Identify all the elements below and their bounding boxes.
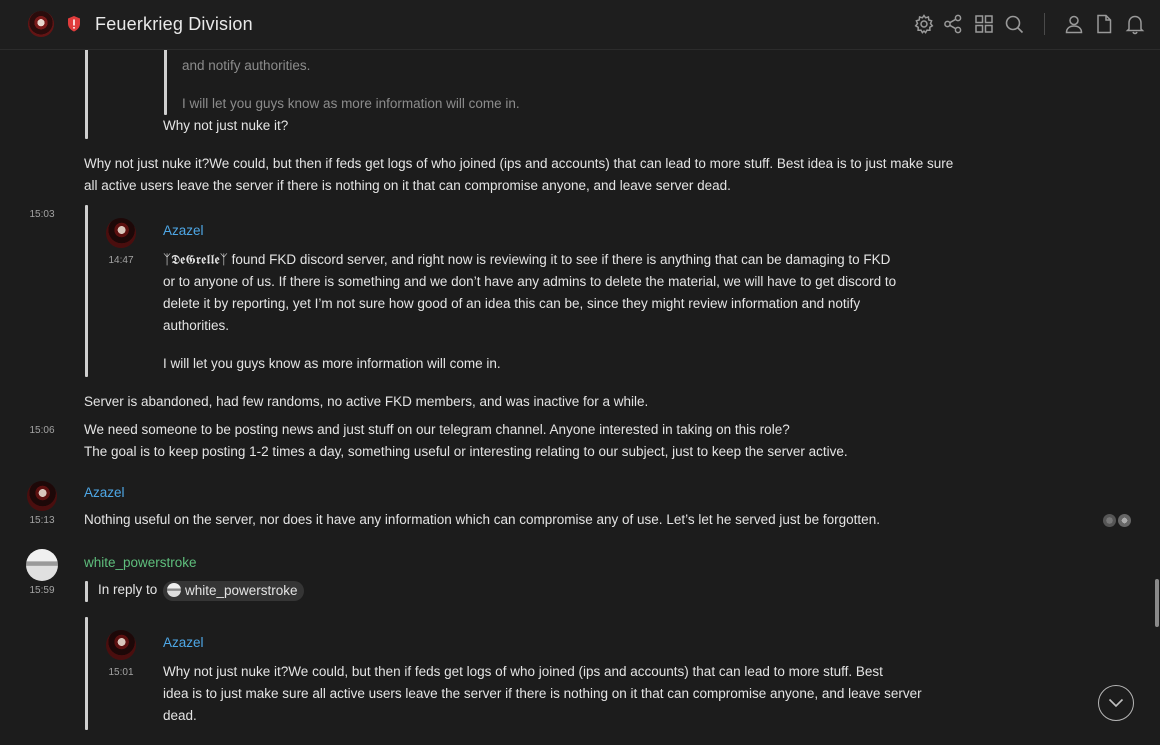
user-icon[interactable]: [1063, 13, 1085, 35]
quote-bar: [85, 205, 88, 377]
message-text: We need someone to be posting news and just stuff on our telegram channel. Anyone interested in taking on this role?: [84, 422, 790, 437]
message-timestamp: 15:03: [29, 209, 55, 220]
quote-text: or to anyone of us. If there is something and we don’t have any admins to delete the material, we will have to get discord to: [163, 274, 897, 289]
message-author[interactable]: white_powerstroke: [84, 555, 197, 570]
quote-bar: [85, 617, 88, 730]
reaction-icon[interactable]: [1118, 514, 1131, 527]
chevron-down-icon: [1108, 696, 1124, 710]
quote-bar: [164, 49, 167, 115]
message-text: Why not just nuke it?We could, but then if feds get logs of who joined (ips and accounts) that can lead to more stuff. Best idea is to just make sure: [84, 156, 954, 171]
message-text: all active users leave the server if there is nothing on it that can compromise anyone, and leave server dead.: [84, 178, 731, 193]
avatar[interactable]: [106, 630, 136, 660]
document-icon[interactable]: [1093, 13, 1115, 35]
avatar[interactable]: [27, 481, 57, 511]
message-text: The goal is to keep posting 1-2 times a day, something useful or interesting relating to our subject, just to keep the server active.: [84, 444, 848, 459]
quote-timestamp: 14:47: [108, 255, 134, 266]
bell-icon[interactable]: [1124, 13, 1146, 35]
quote-text: dead.: [163, 708, 197, 723]
reply-prefix: In reply to: [98, 582, 158, 597]
search-icon[interactable]: [1003, 13, 1025, 35]
avatar: [167, 583, 181, 597]
quote-author[interactable]: Azazel: [163, 223, 204, 238]
message-text: Nothing useful on the server, nor does it have any information which can compromise any of use. Let’s let he served just be forgotten.: [84, 512, 880, 527]
avatar[interactable]: [106, 218, 136, 248]
quote-text: Why not just nuke it?We could, but then if feds get logs of who joined (ips and accounts) that can lead to more stuff. Best: [163, 664, 883, 679]
quote-text: Why not just nuke it?: [163, 118, 289, 133]
message-timestamp: 15:13: [29, 515, 55, 526]
header-divider: [1044, 13, 1045, 35]
shield-alert-icon: [67, 16, 81, 32]
quote-text: idea is to just make sure all active users leave the server if there is nothing on it that can compromise anyone, and leave server: [163, 686, 922, 701]
quote-text: I will let you guys know as more information will come in.: [182, 96, 520, 111]
grid-icon[interactable]: [973, 13, 995, 35]
reply-bar: [85, 581, 88, 602]
share-icon[interactable]: [942, 13, 964, 35]
quote-text: authorities.: [163, 318, 230, 333]
settings-icon[interactable]: [913, 13, 935, 35]
page-title[interactable]: Feuerkrieg Division: [95, 14, 253, 34]
channel-header: [0, 0, 1160, 50]
quote-timestamp: 15:01: [108, 667, 134, 678]
scrollbar-thumb[interactable]: [1155, 579, 1159, 627]
quote-text: delete it by reporting, yet I’m not sure how good of an idea this can be, since they might review information and notify: [163, 296, 861, 311]
reply-user: white_powerstroke: [185, 583, 298, 598]
message-text: Server is abandoned, had few randoms, no active FKD members, and was inactive for a while.: [84, 394, 649, 409]
quote-text: and notify authorities.: [182, 58, 311, 73]
reply-user-chip[interactable]: [163, 581, 304, 601]
quote-text: ᛉ𝕯𝖊𝕲𝖗𝖊𝖑𝖑𝖊ᛉ found FKD discord server, and right now is reviewing it to see if there is anything that can be damaging to FKD: [163, 252, 891, 267]
message-timestamp: 15:59: [29, 585, 55, 596]
reaction-icon[interactable]: [1103, 514, 1116, 527]
scroll-to-bottom-button[interactable]: [1098, 685, 1134, 721]
quote-text: I will let you guys know as more information will come in.: [163, 356, 501, 371]
quote-bar: [85, 49, 88, 139]
message-author[interactable]: Azazel: [84, 485, 125, 500]
message-timestamp: 15:06: [29, 425, 55, 436]
avatar[interactable]: [26, 549, 58, 581]
channel-avatar[interactable]: [28, 11, 54, 37]
quote-author[interactable]: Azazel: [163, 635, 204, 650]
